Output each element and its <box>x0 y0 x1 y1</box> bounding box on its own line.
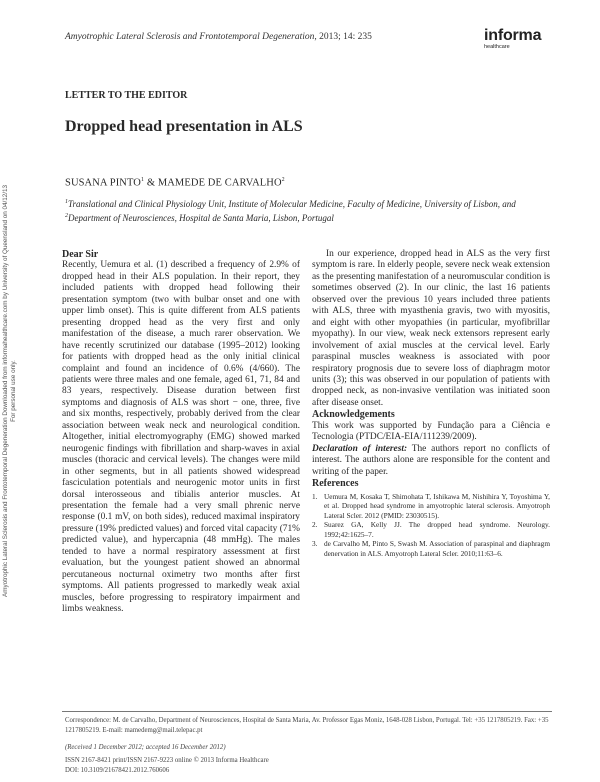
author-2-sup: 2 <box>281 177 285 183</box>
authors <box>65 177 285 189</box>
reference-text: de Carvalho M, Pinto S, Swash M. Association of paraspinal and diaphragm denervation in ALS. Amyotroph Lateral Scler. 2010;11:63–6. <box>324 539 550 559</box>
journal-name: Amyotrophic Lateral Sclerosis and Frontotemporal Degeneration <box>65 32 315 42</box>
correspondence: Correspondence: M. de Carvalho, Department of Neurosciences, Hospital de Santa Maria, Av. Professor Egas Moniz, 1648-028 Lisbon, Portugal. Tel: +35 1217805219. Fax: +35 1217805219. E-mail: mamedemg@mail.telepac.pt <box>65 717 549 734</box>
article-title: Dropped head presentation in ALS <box>65 118 303 135</box>
reference-number: 1. <box>312 491 318 501</box>
doi: DOI: 10.3109/21678421.2012.760606 <box>65 767 170 774</box>
declaration <box>312 444 550 478</box>
salutation: Dear Sir <box>62 249 99 260</box>
affiliations <box>65 196 545 224</box>
logo-main: informa <box>484 27 542 44</box>
personal-use-line: For personal use only. <box>10 360 17 422</box>
issn: ISSN 2167-8421 print/ISSN 2167-9223 online © 2013 Informa Healthcare <box>65 757 269 764</box>
left-column <box>62 249 300 616</box>
received-dates: (Received 1 December 2012; accepted 16 December 2012) <box>65 744 226 751</box>
reference-item <box>312 492 550 521</box>
affil-2: Department of Neurosciences, Hospital de Santa Maria, Lisbon, Portugal <box>68 213 334 223</box>
publisher-logo <box>484 28 541 51</box>
references-heading: References <box>312 478 359 490</box>
volume-page: , 2013; 14: 235 <box>314 32 372 42</box>
reference-text: Uemura M, Kosaka T, Shimohata T, Ishikawa M, Nishihira Y, Toyoshima Y, et al. Dropped head syndrome in amyotrophic lateral sclerosis. Amyotroph Lateral Scler. 2012 (PMID: 23030515). <box>324 491 550 520</box>
body-paragraph-2: In our experience, dropped head in ALS as the very first symptom is rare. In elderly people, severe neck weak extension as the presenting manifestation of a neuromuscular condition is sometimes observed (2). In our clinic, the last 16 patients observed over the previous 10 years included three patients with ALS, three with myasthenia gravis, two with myositis, and eight with other myopathies (in particular, myofibrillar myopathy). In our view, weak neck extensors represent early involvement of axial muscles at the cervical level. Early paraspinal muscles weakness is associated with poor respiratory prognosis due to severe loss of diaphragm motor units (3); this was observed in our population of patients with dropped neck, as non-invasive ventilation was initiated soon after disease onset. <box>312 249 550 408</box>
declaration-text: The authors report no conflicts of interest. The authors alone are responsible for the content and writing of the paper. <box>312 443 550 477</box>
affil-2-sup: 2 <box>65 213 68 219</box>
author-1: SUSANA PINTO <box>65 177 141 189</box>
acknowledgements-text: This work was supported by Fundação para a Ciência e Tecnologia (PTDC/EIA-EIA/111239/2009). <box>312 420 550 443</box>
body-paragraph-1: Recently, Uemura et al. (1) described a frequency of 2.9% of dropped head in their ALS population. In their report, they included patients with dropped head following their presentation symptom (two with bulbar onset and one with upper limb onset). This is quite different from ALS patients presenting dropped head as the very first and only manifestation of the disease, a much rarer observation. We have recently scrutinized our database (1995–2012) looking for patients with dropped head as the only initial clinical complaint and found an incidence of 0.6% (4/660). The patients were three males and one female, aged 61, 71, 84 and 83 years, respectively. Disease duration between first symptoms and diagnosis of ALS was short − one, three, five and six months, respectively, probably derived from the clear association between weak neck and neurological condition. Altogether, initial electromyography (EMG) showed marked neurogenic findings with fibrillation and sharp-waves in axial muscles (thoracic and cervical levels). The changes were mild in other segments, but in all patients showed widespread fasciculation potentials and neurogenic motor units in first dorsal interosseous and tibialis anterior muscles. At presentation the female had a very small phrenic nerve response (0.1 mV, on both sides), reduced maximal inspiratory pressure (19% predicted values) and forced vital capacity (71% predicted value), and hypercapnia (48 mmHg). The males tended to have a normal respiratory assessment at first evaluation, but the youngest patient showed an abnormal percutaneous nocturnal oximetry two months after first symptoms. All patients progressed to markedly weak axial muscles, before progressing to respiratory impairment and limbs weakness. <box>62 260 300 615</box>
acknowledgements-heading: Acknowledgements <box>312 409 395 421</box>
right-column <box>312 249 550 559</box>
author-sep: & <box>144 177 158 189</box>
author-1-sup: 1 <box>140 177 145 183</box>
affil-1-sup: 1 <box>65 199 68 205</box>
reference-list <box>312 492 550 559</box>
journal-citation <box>65 32 372 42</box>
declaration-label: Declaration of interest: <box>312 443 408 454</box>
reference-number: 3. <box>312 539 318 549</box>
section-label: LETTER TO THE EDITOR <box>65 90 188 101</box>
footer-divider <box>62 711 552 712</box>
download-watermark <box>2 161 18 621</box>
author-2: MAMEDE DE CARVALHO <box>157 177 282 189</box>
affil-1: Translational and Clinical Physiology Unit, Institute of Molecular Medicine, Faculty of Medicine, University of Lisbon, and <box>68 199 516 209</box>
reference-item <box>312 539 550 558</box>
download-line: Amyotrophic Lateral Sclerosis and Frontotemporal Degeneration Downloaded from informahealthcare.com by University of Queensland on 04/12/13 <box>2 185 9 597</box>
logo-sub: healthcare <box>484 44 510 50</box>
reference-item <box>312 520 550 539</box>
reference-text: Suarez GA, Kelly JJ. The dropped head syndrome. Neurology. 1992;42:1625–7. <box>324 520 550 539</box>
reference-number: 2. <box>312 520 318 530</box>
